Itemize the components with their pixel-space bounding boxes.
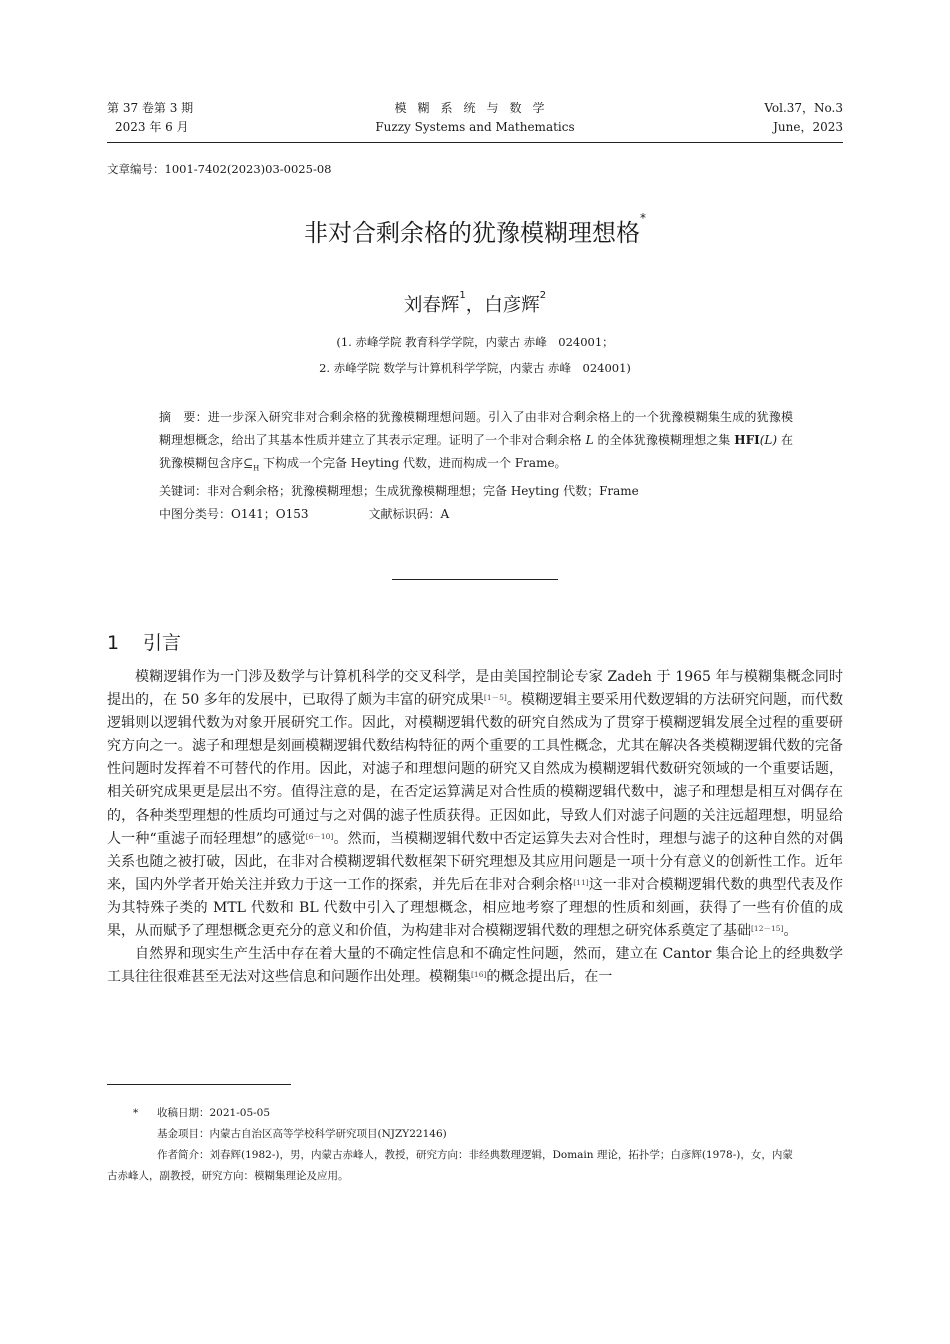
abstract-block — [159, 406, 793, 526]
volume-en: Vol.37，No.3 — [764, 101, 843, 115]
footnotes — [107, 1103, 843, 1187]
volume-issue: 第 37 卷第 3 期 — [107, 101, 194, 115]
abstract-text: 的全体犹豫模糊理想之集 — [593, 433, 735, 447]
header-rule — [107, 142, 843, 143]
clc-code: O141；O153 — [231, 507, 309, 522]
author-affil-mark: 2 — [539, 290, 547, 301]
keywords — [159, 480, 793, 503]
abstract-label: 摘 要： — [159, 410, 208, 424]
running-header-right — [764, 99, 843, 137]
affiliation-2: 2. 赤峰学院 数学与计算机科学学院，内蒙古 赤峰 024001) — [319, 361, 631, 375]
section-heading — [107, 628, 181, 655]
abstract — [159, 406, 793, 480]
author-separator: ， — [465, 295, 485, 316]
paragraph-text: 自然界和现实生产生活中存在着大量的不确定性信息和不确定性问题，然而，建立在 Cantor 集合论上的经典数学工具往往很难甚至无法对这些信息和问题作出处理。模糊集 — [107, 946, 843, 986]
running-header-center — [300, 99, 650, 137]
footnote-star: * — [133, 1107, 139, 1119]
title-text: 非对合剩余格的犹豫模糊理想格 — [304, 219, 640, 247]
article-number: 文章编号：1001-7402(2023)03-0025-08 — [107, 162, 332, 176]
body-text — [107, 666, 843, 989]
affiliation-1: (1. 赤峰学院 教育科学学院，内蒙古 赤峰 024001； — [336, 335, 614, 349]
footnote-received — [107, 1103, 843, 1124]
paragraph — [107, 666, 843, 943]
paragraph — [107, 943, 843, 989]
math-hfi: HFI — [734, 433, 760, 447]
citation: [11] — [573, 877, 589, 887]
citation: [1－5] — [483, 693, 507, 703]
doc-code: A — [440, 507, 450, 522]
citation: [16] — [471, 970, 487, 980]
paragraph-text: 。模糊逻辑主要采用代数逻辑的方法研究问题，而代数逻辑则以逻辑代数为对象开展研究工作。因此，对模糊逻辑代数的研究自然成为了贯穿于模糊逻辑发展全过程的重要研究方向之一。滤子和理想是刻画模糊逻辑代数结构特征的两个重要的工具性概念，尤其在解决各类模糊逻辑代数的完备性问题时发挥着不可替代的作用。因此，对滤子和理想问题的研究又自然成为模糊逻辑代数研究领域的一个重要话题，相关研究成果更是层出不穷。值得注意的是，在否定运算满足对合性质的模糊逻辑代数中，滤子和理想是相互对偶存在的，各种类型理想的性质均可通过与之对偶的滤子性质获得。正因如此，导致人们对滤子问题的关注远超理想，明显给人一种“重滤子而轻理想”的感觉 — [107, 692, 844, 847]
abstract-text: 进一步深入研究非对合剩余格的犹豫模糊理想问题。引入了由非对合剩余格上的一个犹豫模糊集生成的犹豫模糊理想概念，给出了其基本性质并建立了其表示定理。证明了一个非对合剩余格 — [159, 410, 793, 447]
running-header-left — [107, 99, 193, 137]
paragraph-text: 模糊逻辑作为一门涉及数学与计算机科学的交叉科学，是由美国控制论专家 Zadeh 于 1965 年与模糊集概念同时提出的，在 50 多年的发展中，已取得了颇为丰富的研究成果 — [107, 669, 843, 709]
doc-code-label: 文献标识码： — [368, 507, 441, 522]
paragraph-text: 。然而，当模糊逻辑代数中否定运算失去对合性时，理想与滤子的这种自然的对偶关系也随之被打破，因此，在非对合模糊逻辑代数框架下研究理想及其应用问题是一项十分有意义的创新性工作。近年来，国内外学者开始关注并致力于这一工作的探索，并先后在非对合剩余格 — [107, 830, 843, 893]
journal-name-cn: 模糊系统与数学 — [394, 101, 556, 115]
journal-name-en: Fuzzy Systems and Mathematics — [375, 120, 575, 134]
clc-label: 中图分类号： — [159, 507, 232, 522]
issue-date-cn: 2023 年 6 月 — [115, 120, 189, 134]
footnote-rule — [107, 1084, 291, 1085]
paper-title — [0, 213, 950, 248]
paragraph-text: 。 — [783, 923, 798, 940]
citation: [12－15] — [751, 924, 784, 934]
citation: [6－10] — [305, 831, 334, 841]
classification-row — [159, 503, 793, 526]
author-name: 刘春辉 — [403, 295, 460, 316]
author-affil-mark: 1 — [459, 290, 466, 301]
received-date: 收稿日期：2021-05-05 — [157, 1107, 271, 1119]
footnote-bio-cont: 古赤峰人，副教授，研究方向：模糊集理论及应用。 — [107, 1170, 349, 1182]
author-name: 白彦辉 — [484, 295, 540, 316]
abstract-text: 在犹豫模糊包含序⊆ — [159, 433, 793, 470]
keywords-label: 关键词： — [159, 484, 208, 499]
footnote-fund: 基金项目：内蒙古自治区高等学校科学研究项目(NJZY22146) — [157, 1128, 447, 1140]
math-subscript-h: H — [253, 464, 260, 473]
issue-date-en: June，2023 — [773, 120, 843, 134]
abstract-divider — [392, 579, 558, 580]
section-number: 1 — [107, 632, 120, 654]
author-list — [0, 291, 950, 317]
title-footnote-mark: * — [640, 211, 646, 225]
abstract-text: 下构成一个完备 Heyting 代数，进而构成一个 Frame。 — [259, 456, 567, 470]
keywords-text: 非对合剩余格；犹豫模糊理想；生成犹豫模糊理想；完备 Heyting 代数；Frame — [207, 484, 639, 499]
paragraph-text: 这一非对合模糊逻辑代数的典型代表及作为其特殊子类的 MTL 代数和 BL 代数中引入了理想概念，相应地考察了理想的性质和刻画，获得了一些有价值的成果，从而赋予了理想概念更充分的意义和价值，为构建非对合模糊逻辑代数的理想之研究体系奠定了基础 — [107, 876, 843, 940]
section-title: 引言 — [143, 632, 182, 654]
footnote-bio: 作者简介：刘春辉(1982-)，男，内蒙古赤峰人，教授，研究方向：非经典数理逻辑，Domain 理论，拓扑学；白彦辉(1978-)，女，内蒙 — [157, 1149, 793, 1161]
math-L: L — [585, 433, 594, 447]
math-hfi-arg: (L) — [759, 433, 778, 447]
paragraph-text: 的概念提出后，在一 — [486, 969, 613, 986]
